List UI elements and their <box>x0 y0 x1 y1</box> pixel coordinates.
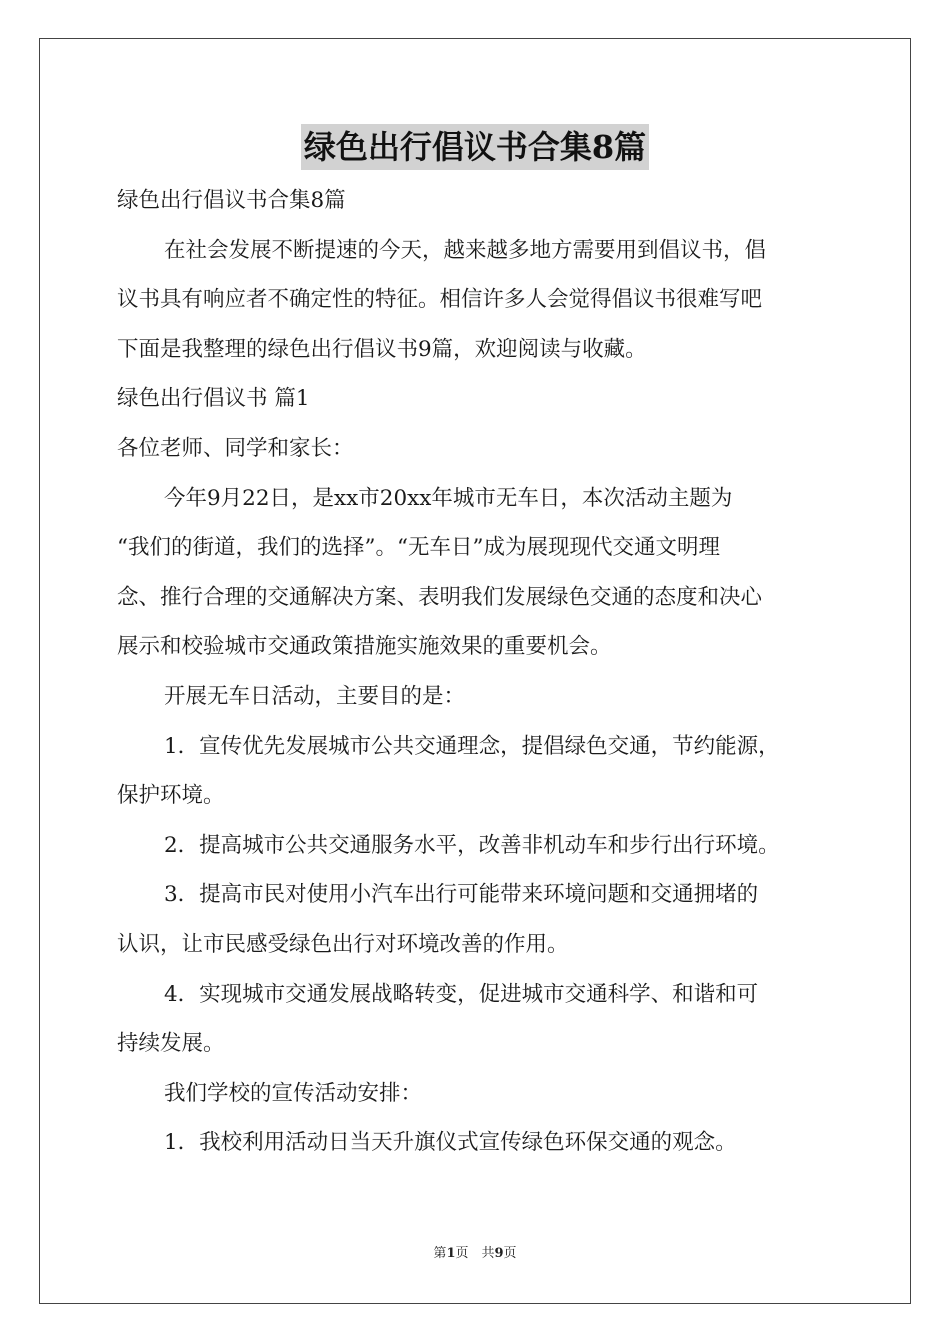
page-current: 1 <box>446 1246 456 1261</box>
text-line: 绿色出行倡议书合集8篇 <box>117 188 346 213</box>
text-line: 议书具有响应者不确定性的特征。相信许多人会觉得倡议书很难写吧 <box>117 287 763 313</box>
text-line: 展示和校验城市交通政策措施实施效果的重要机会。 <box>117 634 612 660</box>
text-line: 3．提高市民对使用小汽车出行可能带来环境问题和交通拥堵的 <box>164 882 759 908</box>
text-line: 各位老师、同学和家长： <box>117 435 354 461</box>
title-area <box>0 124 950 170</box>
text-line: 在社会发展不断提速的今天，越来越多地方需要用到倡议书，倡 <box>164 237 767 263</box>
page-footer <box>0 1242 950 1261</box>
document-body <box>117 176 847 1168</box>
text-line: 1．我校利用活动日当天升旗仪式宣传绿色环保交通的观念。 <box>164 1130 737 1156</box>
document-title: 绿色出行倡议书合集8篇 <box>301 124 649 170</box>
text-line: “我们的街道，我们的选择”。“无车日”成为展现现代交通文明理 <box>117 535 720 561</box>
text-line: 认识，让市民感受绿色出行对环境改善的作用。 <box>117 931 569 957</box>
page-prefix: 第 <box>433 1246 447 1261</box>
text-line: 下面是我整理的绿色出行倡议书9篇，欢迎阅读与收藏。 <box>117 336 647 362</box>
page-total: 9 <box>494 1246 504 1261</box>
text-line: 4．实现城市交通发展战略转变，促进城市交通科学、和谐和可 <box>164 981 759 1007</box>
page-mid: 页 共 <box>455 1246 495 1261</box>
text-line: 持续发展。 <box>117 1031 225 1057</box>
text-line: 开展无车日活动，主要目的是： <box>164 683 466 709</box>
text-line: 今年9月22日，是xx市20xx年城市无车日，本次活动主题为 <box>164 485 733 511</box>
text-line: 念、推行合理的交通解决方案、表明我们发展绿色交通的态度和决心 <box>117 584 763 610</box>
text-line: 1．宣传优先发展城市公共交通理念，提倡绿色交通，节约能源， <box>164 733 780 759</box>
page-suffix: 页 <box>503 1246 517 1261</box>
text-line: 保护环境。 <box>117 783 225 809</box>
text-line: 绿色出行倡议书 篇1 <box>117 386 310 412</box>
text-line: 2．提高城市公共交通服务水平，改善非机动车和步行出行环境。 <box>164 832 780 858</box>
text-line: 我们学校的宣传活动安排： <box>164 1080 423 1106</box>
